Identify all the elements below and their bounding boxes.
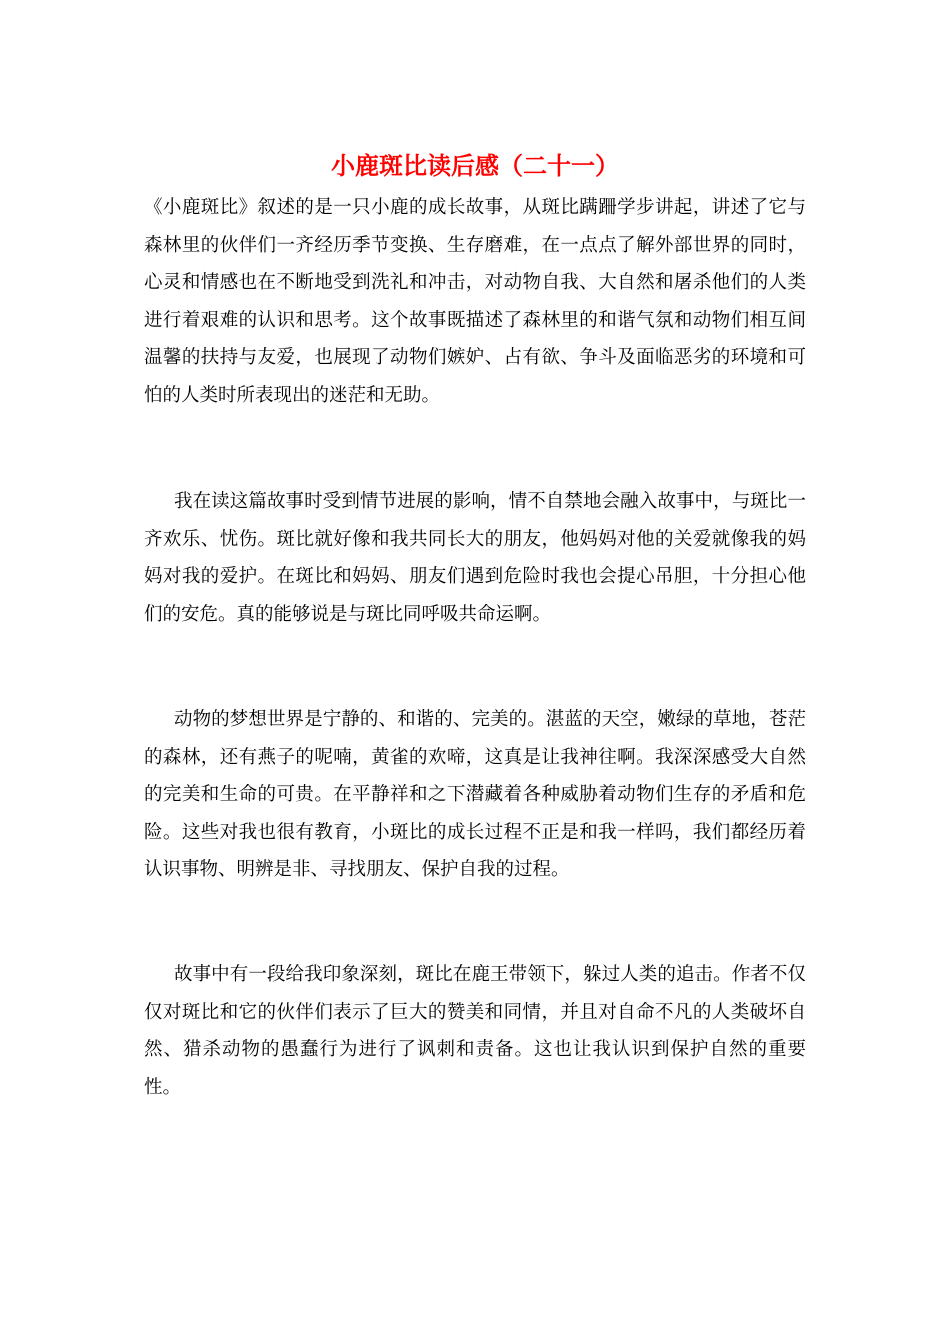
paragraph-1: 《小鹿斑比》叙述的是一只小鹿的成长故事，从斑比蹒跚学步讲起，讲述了它与森林里的伙伴们一齐经历季节变换、生存磨难，在一点点了解外部世界的同时，心灵和情感也在不断地受到洗礼和冲击，对动物自我、大自然和屠杀他们的人类进行着艰难的认识和思考。这个故事既描述了森林里的和谐气氛和动物们相互间温馨的扶持与友爱，也展现了动物们嫉妒、占有欲、争斗及面临恶劣的环境和可怕的人类时所表现出的迷茫和无助。 (144, 197, 806, 406)
document-title: 小鹿斑比读后感（二十一） (331, 151, 619, 180)
paragraph-2: 我在读这篇故事时受到情节进展的影响，情不自禁地会融入故事中，与斑比一齐欢乐、忧伤。斑比就好像和我共同长大的朋友，他妈妈对他的关爱就像我的妈妈对我的爱护。在斑比和妈妈、朋友们遇到危险时我也会提心吊胆，十分担心他们的安危。真的能够说是与斑比同呼吸共命运啊。 (144, 491, 806, 625)
paragraph-4: 故事中有一段给我印象深刻，斑比在鹿王带领下，躲过人类的追击。作者不仅仅对斑比和它的伙伴们表示了巨大的赞美和同情，并且对自命不凡的人类破坏自然、猎杀动物的愚蠢行为进行了讽刺和责备。这也让我认识到保护自然的重要性。 (144, 964, 806, 1098)
paragraph-3: 动物的梦想世界是宁静的、和谐的、完美的。湛蓝的天空，嫩绿的草地，苍茫的森林，还有燕子的呢喃，黄雀的欢啼，这真是让我神往啊。我深深感受大自然的完美和生命的可贵。在平静祥和之下潜藏着各种威胁着动物们生存的矛盾和危险。这些对我也很有教育，小斑比的成长过程不正是和我一样吗，我们都经历着认识事物、明辨是非、寻找朋友、保护自我的过程。 (144, 709, 806, 880)
